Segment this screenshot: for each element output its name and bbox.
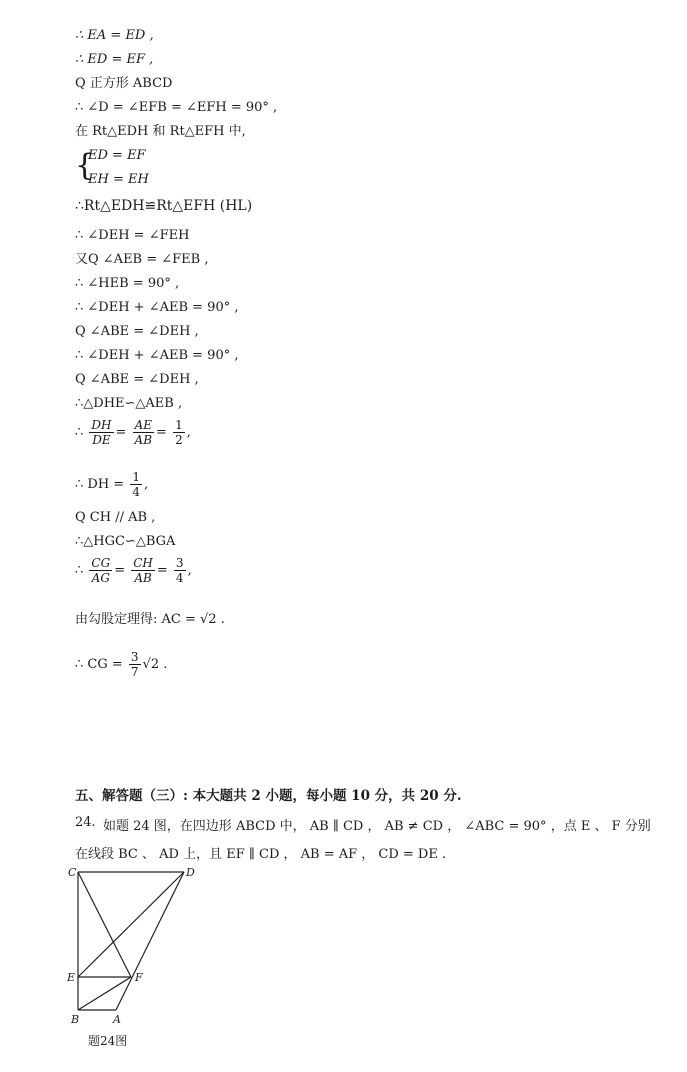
- proof-line-2: ∴ ED = EF ,: [75, 52, 154, 67]
- segment-de: [78, 872, 184, 977]
- question-number: 24.: [75, 815, 96, 830]
- question-line-2: 在线段 BC 、 AD 上，且 EF ∥ CD ， AB = AF ， CD = DE .: [75, 847, 447, 862]
- proof-line-10: 又Q ∠AEB = ∠FEB ,: [75, 252, 209, 267]
- fraction-cg-ag: $\frac{CG}{AG}$: [91, 556, 111, 585]
- proof-line-8: ∴Rt△EDH≌Rt△EFH (HL): [75, 198, 253, 214]
- fraction-line-1: ∴ $\frac{DH}{DE}$ = $\frac{AE}{AB}$ = $\frac{1}{2}$ ,: [75, 418, 191, 447]
- proof-line-15: Q ∠ABE = ∠DEH ,: [75, 372, 199, 387]
- segment-cf: [78, 872, 131, 977]
- section-heading: 五、解答题（三）: 本大题共 2 小题，每小题 10 分，共 20 分.: [75, 788, 462, 804]
- therefore-symbol-2: ∴: [75, 563, 84, 578]
- proof-line-1: ∴ EA = ED ,: [75, 28, 154, 43]
- fraction-1-4: $\frac{1}{4}$: [132, 470, 140, 499]
- proof-line-3: Q 正方形 ABCD: [75, 76, 173, 91]
- fraction-ch-ab: $\frac{CH}{AB}$: [133, 556, 153, 585]
- sqrt-tail: √2 .: [142, 657, 168, 672]
- proof-line-12: ∴ ∠DEH + ∠AEB = 90° ,: [75, 300, 239, 315]
- proof-line-14: ∴ ∠DEH + ∠AEB = 90° ,: [75, 348, 239, 363]
- fraction-line-2: ∴ DH = $\frac{1}{4}$ ,: [75, 470, 149, 499]
- system-brace: {: [75, 148, 95, 183]
- segment-da: [116, 872, 184, 1010]
- therefore-symbol: ∴: [75, 425, 84, 440]
- proof-line-11: ∴ ∠HEB = 90° ,: [75, 276, 180, 291]
- label-c: C: [68, 866, 77, 879]
- label-e: E: [67, 971, 76, 984]
- figure-caption: 题24图: [88, 1034, 128, 1048]
- fraction-dh-de: $\frac{DH}{DE}$: [91, 418, 112, 447]
- label-f: F: [135, 971, 143, 984]
- proof-line-19: Q CH // AB ,: [75, 510, 156, 525]
- fraction-line-3: ∴ $\frac{CG}{AG}$ = $\frac{CH}{AB}$ = $\frac{3}{4}$ ,: [75, 556, 192, 585]
- question-line-1: 如题 24 图，在四边形 ABCD 中， AB ∥ CD ， AB ≠ CD ， ∠ABC = 90° ，点 E 、 F 分别: [103, 819, 651, 834]
- fraction-line-4: [75, 650, 167, 679]
- proof-line-20: ∴△HGC∽△BGA: [75, 534, 176, 549]
- quadrilateral-figure: [58, 860, 218, 1030]
- proof-line-6: ED = EF: [88, 148, 146, 163]
- cg-equals: ∴ CG =: [75, 657, 123, 672]
- fraction-1-2: $\frac{1}{2}$: [175, 418, 183, 447]
- fraction-ae-ab: $\frac{AE}{AB}$: [134, 418, 153, 447]
- proof-line-7: EH = EH: [88, 172, 149, 187]
- fraction-3-7: $\frac{3}{7}$: [130, 650, 139, 679]
- segment-bf: [78, 977, 131, 1010]
- label-b: B: [71, 1013, 80, 1026]
- fraction-3-4: $\frac{3}{4}$: [175, 556, 184, 585]
- proof-line-9: ∴ ∠DEH = ∠FEH: [75, 228, 190, 243]
- proof-line-16: ∴△DHE∽△AEB ,: [75, 396, 183, 411]
- label-d: D: [186, 866, 195, 879]
- proof-line-4: ∴ ∠D = ∠EFB = ∠EFH = 90° ,: [75, 100, 278, 115]
- proof-line-22: 由勾股定理得: AC = √2 .: [75, 612, 225, 627]
- dh-equals: ∴ DH =: [75, 477, 125, 492]
- proof-line-13: Q ∠ABE = ∠DEH ,: [75, 324, 199, 339]
- proof-line-5: 在 Rt△EDH 和 Rt△EFH 中,: [75, 124, 246, 139]
- label-a: A: [113, 1013, 121, 1026]
